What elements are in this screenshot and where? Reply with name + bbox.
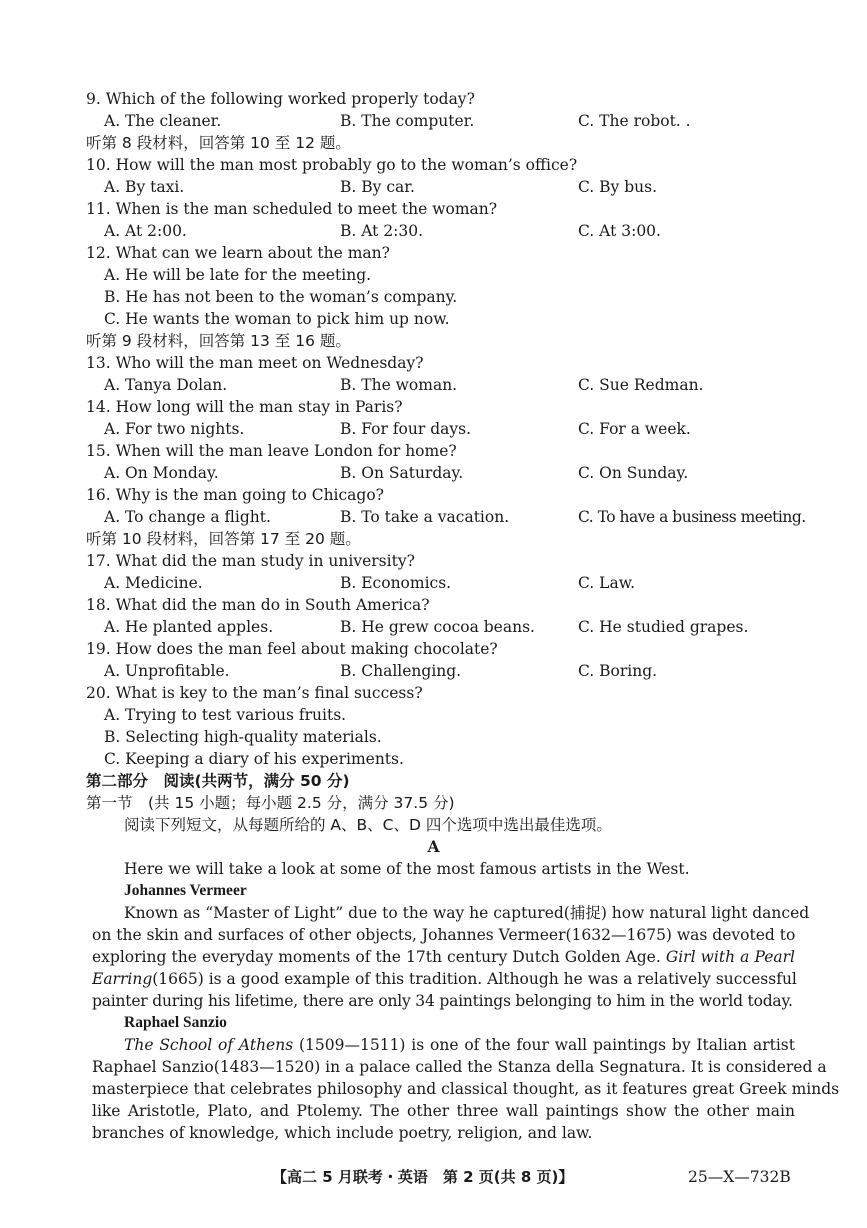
vermeer-line-4-text: (1665) is a good example of this tradition. Although he was a relatively successful	[152, 970, 797, 988]
vermeer-line-5: painter during his lifetime, there are only 34 paintings belonging to him in the world today.	[92, 992, 793, 1010]
question-18: 18. What did the man do in South America?	[86, 596, 430, 614]
option-b: B. Challenging.	[340, 662, 462, 680]
passage-label: A	[427, 837, 440, 856]
question-20: 20. What is key to the man’s final success?	[86, 684, 423, 702]
vermeer-line-3	[92, 946, 795, 968]
option-a: A. The cleaner.	[104, 112, 222, 130]
question-9: 9. Which of the following worked properly today?	[86, 90, 475, 108]
vermeer-line-4	[92, 968, 795, 990]
option-c: C. He wants the woman to pick him up now.	[104, 310, 450, 328]
raphael-line-5: branches of knowledge, which include poetry, religion, and law.	[92, 1124, 593, 1142]
option-c: C. The robot. .	[578, 112, 691, 130]
options-9	[0, 110, 867, 132]
question-19: 19. How does the man feel about making chocolate?	[86, 640, 498, 658]
question-13: 13. Who will the man meet on Wednesday?	[86, 354, 424, 372]
part-2-heading: 第二部分 阅读(共两节，满分 50 分)	[86, 772, 350, 790]
options-15	[0, 462, 867, 484]
option-c: C. To have a business meeting.	[578, 508, 806, 526]
option-c: C. Law.	[578, 574, 636, 592]
option-c: C. At 3:00.	[578, 222, 661, 240]
options-16	[0, 506, 867, 528]
painting-title-earring: Earring	[92, 970, 153, 988]
option-a: A. Medicine.	[104, 574, 203, 592]
question-11: 11. When is the man scheduled to meet the woman?	[86, 200, 498, 218]
paper-code: 25—X—732B	[688, 1168, 791, 1186]
question-17: 17. What did the man study in university?	[86, 552, 415, 570]
question-15: 15. When will the man leave London for home?	[86, 442, 457, 460]
option-b: B. On Saturday.	[340, 464, 464, 482]
section-9-instruction: 听第 9 段材料，回答第 13 至 16 题。	[86, 332, 351, 350]
option-a: A. At 2:00.	[104, 222, 187, 240]
question-14: 14. How long will the man stay in Paris?	[86, 398, 403, 416]
option-a: A. Unprofitable.	[104, 662, 230, 680]
option-a: A. For two nights.	[104, 420, 245, 438]
reading-instruction: 阅读下列短文，从每题所给的 A、B、C、D 四个选项中选出最佳选项。	[124, 816, 612, 834]
option-c: C. Sue Redman.	[578, 376, 704, 394]
question-12: 12. What can we learn about the man?	[86, 244, 390, 262]
option-b: B. Selecting high-quality materials.	[104, 728, 382, 746]
section-8-instruction: 听第 8 段材料，回答第 10 至 12 题。	[86, 134, 351, 152]
raphael-line-3: masterpiece that celebrates philosophy and classical thought, as it features great Greek minds	[92, 1080, 840, 1098]
option-c: C. Keeping a diary of his experiments.	[104, 750, 404, 768]
options-18	[0, 616, 867, 638]
option-c: C. Boring.	[578, 662, 658, 680]
option-c: C. By bus.	[578, 178, 658, 196]
option-b: B. The woman.	[340, 376, 458, 394]
options-10	[0, 176, 867, 198]
raphael-line-2: Raphael Sanzio(1483—1520) in a palace called the Stanza della Segnatura. It is considered a	[92, 1058, 827, 1076]
passage-intro: Here we will take a look at some of the most famous artists in the West.	[124, 860, 690, 878]
vermeer-line-1: Known as “Master of Light” due to the way he captured(捕捉) how natural light danced	[124, 904, 810, 922]
option-a: A. Tanya Dolan.	[104, 376, 228, 394]
options-14	[0, 418, 867, 440]
vermeer-line-2: on the skin and surfaces of other objects, Johannes Vermeer(1632—1675) was devoted to	[92, 926, 796, 944]
painting-title-pearl: Girl with a Pearl	[665, 948, 795, 966]
question-10: 10. How will the man most probably go to the woman’s office?	[86, 156, 578, 174]
option-a: A. He will be late for the meeting.	[104, 266, 372, 284]
raphael-line-1	[124, 1034, 795, 1056]
vermeer-heading: Johannes Vermeer	[124, 882, 247, 899]
options-13	[0, 374, 867, 396]
option-c: C. On Sunday.	[578, 464, 689, 482]
raphael-heading: Raphael Sanzio	[124, 1014, 227, 1031]
option-a: A. Trying to test various fruits.	[104, 706, 347, 724]
raphael-line-1-text: (1509—1511) is one of the four wall paintings by Italian artist	[293, 1036, 795, 1054]
options-17	[0, 572, 867, 594]
option-c: C. For a week.	[578, 420, 691, 438]
option-a: A. By taxi.	[104, 178, 185, 196]
option-b: B. For four days.	[340, 420, 472, 438]
option-a: A. To change a flight.	[104, 508, 271, 526]
option-a: A. He planted apples.	[104, 618, 274, 636]
option-c: C. He studied grapes.	[578, 618, 749, 636]
options-19	[0, 660, 867, 682]
options-11	[0, 220, 867, 242]
option-b: B. Economics.	[340, 574, 452, 592]
option-b: B. The computer.	[340, 112, 475, 130]
question-16: 16. Why is the man going to Chicago?	[86, 486, 384, 504]
page-footer: 【高二 5 月联考・英语 第 2 页(共 8 页)】	[272, 1168, 574, 1186]
section-1-heading: 第一节 (共 15 小题；每小题 2.5 分，满分 37.5 分)	[86, 794, 455, 812]
option-b: B. At 2:30.	[340, 222, 424, 240]
option-a: A. On Monday.	[104, 464, 219, 482]
raphael-line-4: like Aristotle, Plato, and Ptolemy. The other three wall paintings show the other main	[92, 1102, 795, 1120]
vermeer-line-3-text: exploring the everyday moments of the 17th century Dutch Golden Age.	[92, 948, 666, 966]
option-b: B. He grew cocoa beans.	[340, 618, 535, 636]
option-b: B. He has not been to the woman’s company.	[104, 288, 458, 306]
painting-title-athens: The School of Athens	[124, 1036, 294, 1054]
option-b: B. To take a vacation.	[340, 508, 510, 526]
section-10-instruction: 听第 10 段材料，回答第 17 至 20 题。	[86, 530, 361, 548]
option-b: B. By car.	[340, 178, 415, 196]
